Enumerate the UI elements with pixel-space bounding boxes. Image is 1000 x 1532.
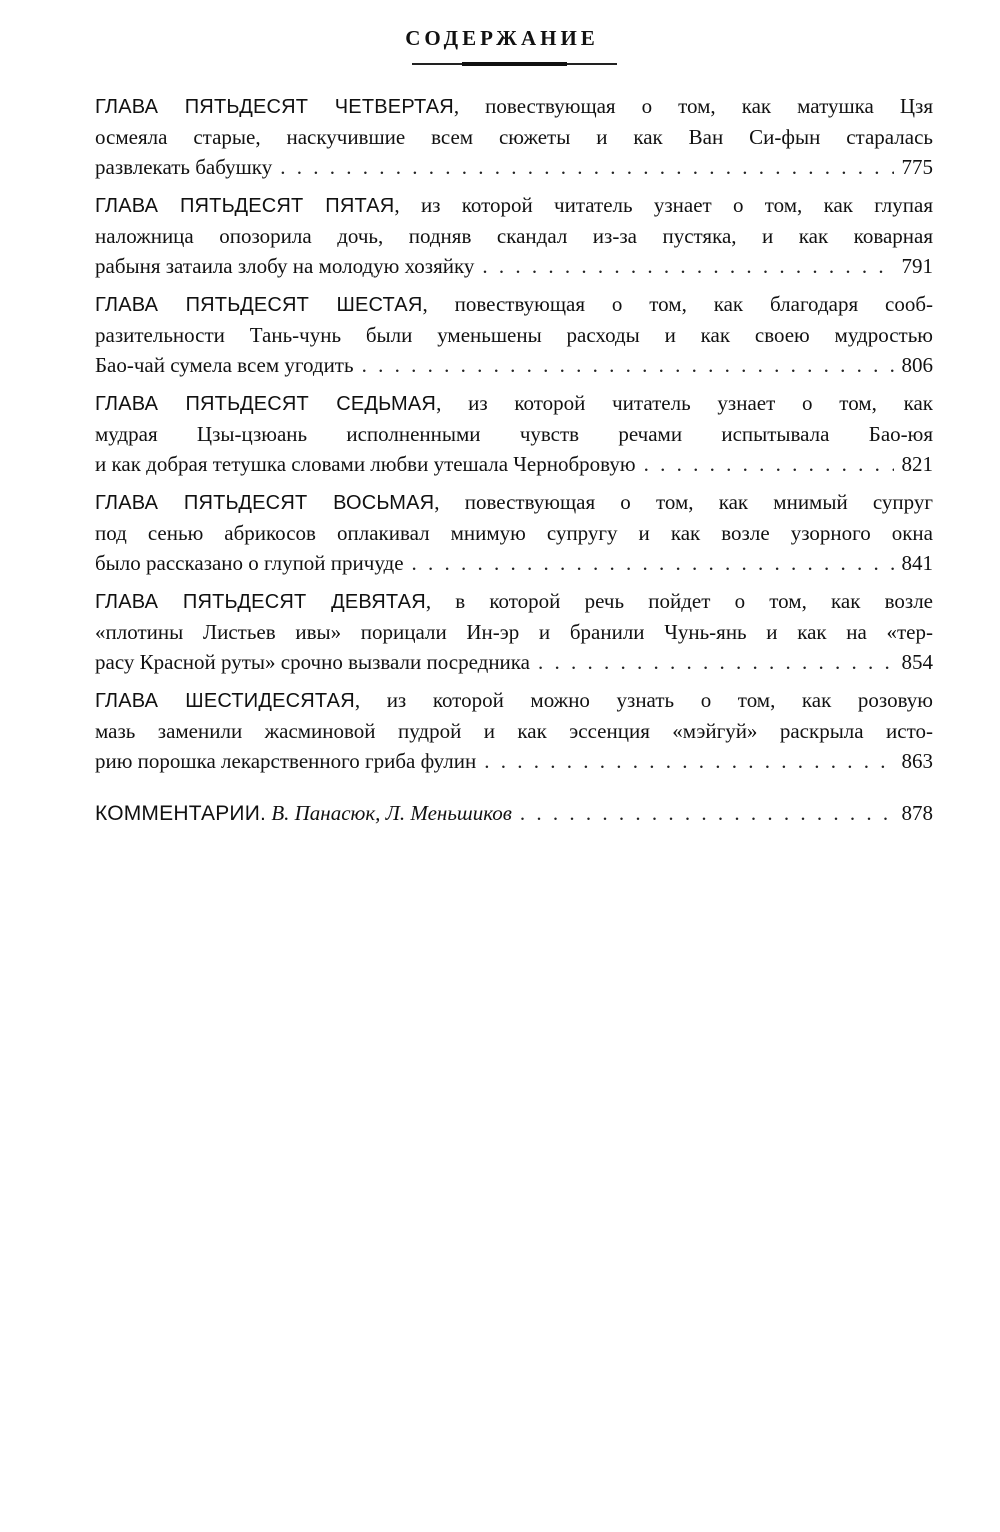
chapter-description: , повествующая о том, как матушка Цзя xyxy=(453,94,933,118)
page-number: 854 xyxy=(901,650,933,674)
toc-entry-line-1 xyxy=(95,586,933,617)
toc-entry-line-2: под сенью абрикосов оплакивал мнимую супругу и как возле узорного окна xyxy=(95,521,933,545)
chapter-title: ГЛАВА ПЯТЬДЕСЯТ ШЕСТАЯ xyxy=(95,294,423,316)
toc-entry-comments xyxy=(95,798,933,829)
toc-entry-line-1 xyxy=(95,289,933,320)
page-number: 841 xyxy=(901,551,933,575)
chapter-description: , из которой читатель узнает о том, как глупая xyxy=(394,193,933,217)
chapter-description-end: рию порошка лекарственного гриба фулин xyxy=(95,749,477,773)
toc-entry-line-1 xyxy=(95,685,933,716)
toc-entry-line-2: мазь заменили жасминовой пудрой и как эссенция «мэйгуй» раскрыла исто- xyxy=(95,719,933,743)
toc-entry-line-1 xyxy=(95,91,933,122)
toc-entry-chapter-58 xyxy=(95,487,933,578)
chapter-title: ГЛАВА ШЕСТИДЕСЯТАЯ xyxy=(95,690,355,712)
chapter-description-end: Бао-чай сумела всем угодить xyxy=(95,353,354,377)
toc-entry-line-2: наложница опозорила дочь, подняв скандал из-за пустяка, и как коварная xyxy=(95,224,933,248)
toc-entry-line-2: мудрая Цзы-цзюань исполненными чувств речами испытывала Бао-юя xyxy=(95,422,933,446)
toc-entry-line-3 xyxy=(95,350,933,380)
chapter-title: ГЛАВА ПЯТЬДЕСЯТ ДЕВЯТАЯ xyxy=(95,591,426,613)
chapter-description: , повествующая о том, как мнимый супруг xyxy=(434,490,933,514)
dot-leader xyxy=(484,746,893,776)
dot-leader xyxy=(280,152,893,182)
chapter-description-end: развлекать бабушку xyxy=(95,155,273,179)
chapter-description-end: расу Красной руты» срочно вызвали посредника xyxy=(95,650,531,674)
chapter-title: ГЛАВА ПЯТЬДЕСЯТ ПЯТАЯ xyxy=(95,195,395,217)
chapter-description: , из которой можно узнать о том, как розовую xyxy=(354,688,933,712)
toc-entry-line-3 xyxy=(95,251,933,281)
chapter-description-end: рабыня затаила злобу на молодую хозяйку xyxy=(95,254,475,278)
chapter-description: , повествующая о том, как благодаря сооб- xyxy=(422,292,933,316)
comments-authors: В. Панасюк, Л. Меньшиков xyxy=(271,801,512,825)
toc-entry-chapter-55 xyxy=(95,190,933,281)
title-underline-rule xyxy=(412,63,617,65)
page-title: СОДЕРЖАНИЕ xyxy=(405,26,599,50)
toc-entry-line-2: осмеяла старые, наскучившие всем сюжеты и как Ван Си-фын старалась xyxy=(95,125,933,149)
toc-entry-line-1 xyxy=(95,487,933,518)
dot-leader xyxy=(644,449,894,479)
chapter-description-end: и как добрая тетушка словами любви утешала Чернобровую xyxy=(95,452,636,476)
dot-leader xyxy=(412,548,894,578)
toc-entry-chapter-60 xyxy=(95,685,933,776)
toc-entry-line-3 xyxy=(95,152,933,182)
page-number: 878 xyxy=(901,801,933,825)
table-of-contents xyxy=(95,91,933,837)
dot-leader xyxy=(482,251,893,281)
toc-entry-line-3 xyxy=(95,548,933,578)
toc-entry-line-3 xyxy=(95,647,933,677)
chapter-description-end: было рассказано о глупой причуде xyxy=(95,551,404,575)
toc-entry-chapter-59 xyxy=(95,586,933,677)
toc-entry-chapter-56 xyxy=(95,289,933,380)
dot-leader xyxy=(520,798,894,828)
toc-entry-line-3 xyxy=(95,746,933,776)
chapter-title: ГЛАВА ПЯТЬДЕСЯТ ВОСЬМАЯ xyxy=(95,492,435,514)
page-number: 775 xyxy=(901,155,933,179)
page-number: 806 xyxy=(901,353,933,377)
chapter-title: ГЛАВА ПЯТЬДЕСЯТ ЧЕТВЕРТАЯ xyxy=(95,96,454,118)
toc-entry-line-1 xyxy=(95,798,933,829)
page-number: 791 xyxy=(901,254,933,278)
toc-entry-line-3 xyxy=(95,449,933,479)
toc-entry-chapter-57 xyxy=(95,388,933,479)
chapter-title: ГЛАВА ПЯТЬДЕСЯТ СЕДЬМАЯ xyxy=(95,393,437,415)
page-number: 863 xyxy=(901,749,933,773)
toc-entry-line-1 xyxy=(95,190,933,221)
toc-entry-line-2: «плотины Листьев ивы» порицали Ин-эр и бранили Чунь-янь и как на «тер- xyxy=(95,620,933,644)
chapter-description: , в которой речь пойдет о том, как возле xyxy=(425,589,933,613)
toc-entry-chapter-54 xyxy=(95,91,933,182)
toc-entry-line-2: разительности Тань-чунь были уменьшены расходы и как своею мудростью xyxy=(95,323,933,347)
dot-leader xyxy=(538,647,893,677)
toc-entry-line-1 xyxy=(95,388,933,419)
dot-leader xyxy=(362,350,894,380)
page-number: 821 xyxy=(901,452,933,476)
chapter-description: , из которой читатель узнает о том, как xyxy=(436,391,933,415)
comments-title: КОММЕНТАРИИ. xyxy=(95,802,267,825)
